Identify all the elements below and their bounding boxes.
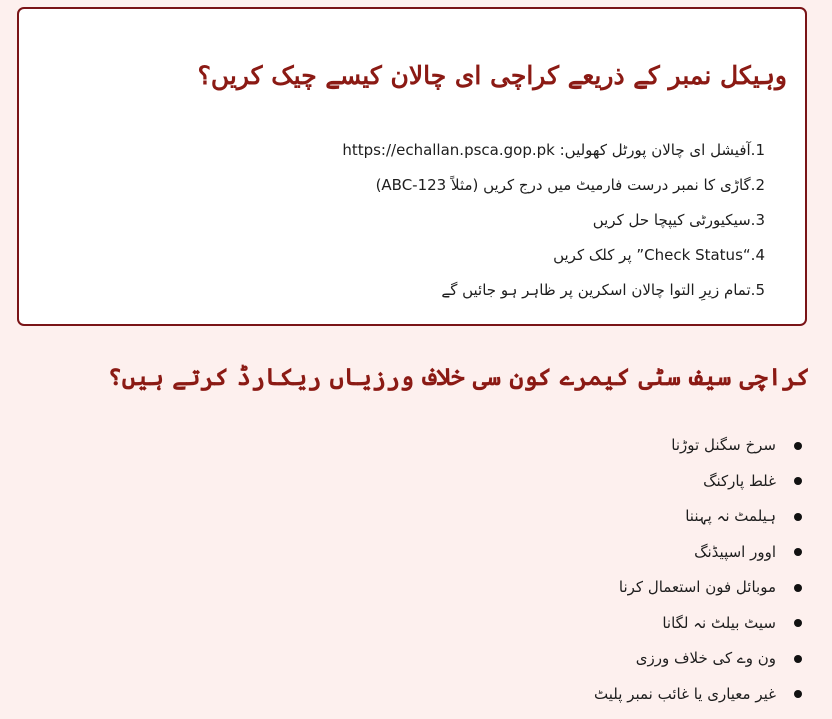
violation-text: غیر معیاری یا غائب نمبر پلیٹ [594, 684, 776, 703]
violation-item [594, 572, 802, 608]
violations-heading: کراچی سیف سٹی کیمرے کون سی خلاف ورزیاں ریکارڈ کرتے ہیں؟ [107, 362, 810, 391]
violation-item [594, 608, 802, 644]
step-number: 4. [750, 246, 765, 264]
violation-item [594, 679, 802, 715]
bullet-icon [794, 619, 802, 627]
portal-url-link[interactable]: https://echallan.psca.gop.pk [342, 141, 555, 159]
step-number: 5. [750, 281, 765, 299]
violation-text: ہیلمٹ نہ پہننا [685, 507, 776, 525]
violation-item [594, 501, 802, 537]
violation-text: ون وے کی خلاف ورزی [635, 649, 776, 667]
bullet-icon [794, 548, 802, 556]
violation-item [594, 430, 802, 466]
step-item [342, 275, 765, 310]
step-number: 3. [750, 211, 765, 229]
step-text: سیکیورٹی کیپچا حل کریں [592, 211, 751, 229]
check-card-title: وہیکل نمبر کے ذریعے کراچی ای چالان کیسے چیک کریں؟ [197, 61, 787, 90]
step-item [342, 240, 765, 275]
violation-item [594, 643, 802, 679]
echallan-check-card [17, 7, 807, 326]
bullet-icon [794, 442, 802, 450]
violation-text: اوور اسپیڈنگ [694, 542, 776, 561]
violation-item [594, 466, 802, 502]
violation-text: سیٹ بیلٹ نہ لگانا [662, 613, 776, 632]
bullet-icon [794, 690, 802, 698]
violation-text: غلط پارکنگ [703, 471, 776, 490]
bullet-icon [794, 477, 802, 485]
step-text: گاڑی کا نمبر درست فارمیٹ میں درج کریں (مثلاً ABC-123) [375, 176, 751, 194]
step-text: “Check Status” پر کلک کریں [553, 246, 751, 264]
step-number: 1. [750, 141, 765, 159]
step-item [342, 205, 765, 240]
violation-text: موبائل فون استعمال کرنا [618, 578, 776, 596]
check-steps-list [342, 135, 765, 310]
step-item [342, 135, 765, 170]
step-item [342, 170, 765, 205]
step-text: تمام زیرِ التوا چالان اسکرین پر ظاہر ہو جائیں گے [441, 281, 751, 299]
violation-item [594, 537, 802, 573]
step-text: آفیشل ای چالان پورٹل کھولیں: [559, 141, 751, 159]
bullet-icon [794, 513, 802, 521]
violation-text: سرخ سگنل توڑنا [671, 436, 776, 454]
step-number: 2. [750, 176, 765, 194]
bullet-icon [794, 584, 802, 592]
bullet-icon [794, 655, 802, 663]
violations-list [594, 430, 802, 714]
